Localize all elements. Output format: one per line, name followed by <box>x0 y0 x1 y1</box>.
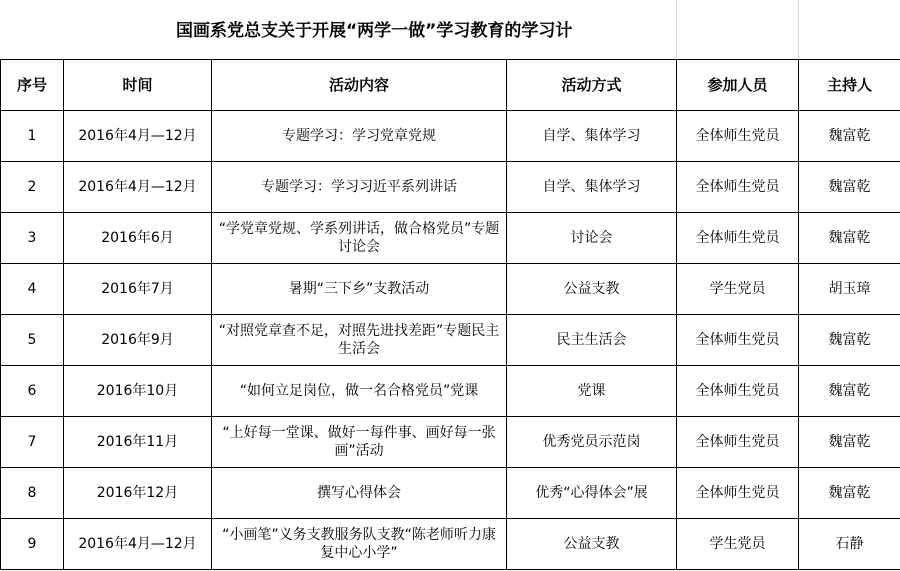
cell-content: 专题学习：学习党章党规 <box>212 111 507 162</box>
table-row <box>1 213 900 264</box>
cell-num: 8 <box>1 468 64 519</box>
cell-host: 魏富乾 <box>799 111 900 162</box>
cell-num: 2 <box>1 162 64 213</box>
gridline <box>798 0 799 59</box>
cell-host: 魏富乾 <box>799 162 900 213</box>
cell-method: 优秀“心得体会”展 <box>507 468 677 519</box>
header-host: 主持人 <box>799 60 900 111</box>
cell-participants: 全体师生党员 <box>677 468 799 519</box>
cell-host: 石静 <box>799 519 900 570</box>
cell-num: 4 <box>1 264 64 315</box>
header-method: 活动方式 <box>507 60 677 111</box>
table-row <box>1 468 900 519</box>
cell-content: “对照党章查不足，对照先进找差距”专题民主生活会 <box>212 315 507 366</box>
cell-num: 3 <box>1 213 64 264</box>
cell-time: 2016年12月 <box>64 468 212 519</box>
cell-host: 魏富乾 <box>799 366 900 417</box>
table-body <box>1 111 900 570</box>
cell-method: 公益支教 <box>507 264 677 315</box>
cell-time: 2016年4月—12月 <box>64 111 212 162</box>
cell-host: 魏富乾 <box>799 315 900 366</box>
cell-time: 2016年9月 <box>64 315 212 366</box>
table-row <box>1 417 900 468</box>
header-content: 活动内容 <box>212 60 507 111</box>
table-row <box>1 366 900 417</box>
cell-participants: 全体师生党员 <box>677 417 799 468</box>
cell-content: “小画笔”义务支教服务队支教“陈老师听力康复中心小学” <box>212 519 507 570</box>
cell-num: 5 <box>1 315 64 366</box>
table-row <box>1 519 900 570</box>
cell-num: 7 <box>1 417 64 468</box>
table-row <box>1 111 900 162</box>
table-row <box>1 264 900 315</box>
cell-num: 6 <box>1 366 64 417</box>
cell-participants: 全体师生党员 <box>677 315 799 366</box>
cell-content: “如何立足岗位，做一名合格党员”党课 <box>212 366 507 417</box>
title-row <box>0 0 900 60</box>
cell-content: “学党章党规、学系列讲话，做合格党员”专题讨论会 <box>212 213 507 264</box>
header-row <box>1 60 900 111</box>
cell-time: 2016年10月 <box>64 366 212 417</box>
cell-method: 党课 <box>507 366 677 417</box>
cell-time: 2016年11月 <box>64 417 212 468</box>
cell-content: 暑期“三下乡”支教活动 <box>212 264 507 315</box>
cell-host: 魏富乾 <box>799 213 900 264</box>
header-time: 时间 <box>64 60 212 111</box>
study-plan-table <box>0 59 900 570</box>
cell-method: 民主生活会 <box>507 315 677 366</box>
cell-time: 2016年6月 <box>64 213 212 264</box>
header-participants: 参加人员 <box>677 60 799 111</box>
header-num: 序号 <box>1 60 64 111</box>
cell-time: 2016年7月 <box>64 264 212 315</box>
cell-participants: 全体师生党员 <box>677 213 799 264</box>
table-row <box>1 315 900 366</box>
cell-host: 魏富乾 <box>799 417 900 468</box>
cell-method: 公益支教 <box>507 519 677 570</box>
cell-content: 专题学习：学习习近平系列讲话 <box>212 162 507 213</box>
cell-content: “上好每一堂课、做好一每件事、画好每一张画”活动 <box>212 417 507 468</box>
cell-participants: 全体师生党员 <box>677 162 799 213</box>
cell-host: 胡玉璋 <box>799 264 900 315</box>
gridline <box>676 0 677 59</box>
cell-participants: 全体师生党员 <box>677 366 799 417</box>
cell-num: 1 <box>1 111 64 162</box>
cell-host: 魏富乾 <box>799 468 900 519</box>
cell-time: 2016年4月—12月 <box>64 162 212 213</box>
cell-method: 讨论会 <box>507 213 677 264</box>
document-title: 国画系党总支关于开展“两学一做”学习教育的学习计 <box>176 21 573 41</box>
cell-num: 9 <box>1 519 64 570</box>
cell-time: 2016年4月—12月 <box>64 519 212 570</box>
cell-participants: 学生党员 <box>677 519 799 570</box>
cell-method: 自学、集体学习 <box>507 111 677 162</box>
cell-participants: 全体师生党员 <box>677 111 799 162</box>
cell-content: 撰写心得体会 <box>212 468 507 519</box>
cell-method: 优秀党员示范岗 <box>507 417 677 468</box>
cell-participants: 学生党员 <box>677 264 799 315</box>
table-row <box>1 162 900 213</box>
cell-method: 自学、集体学习 <box>507 162 677 213</box>
